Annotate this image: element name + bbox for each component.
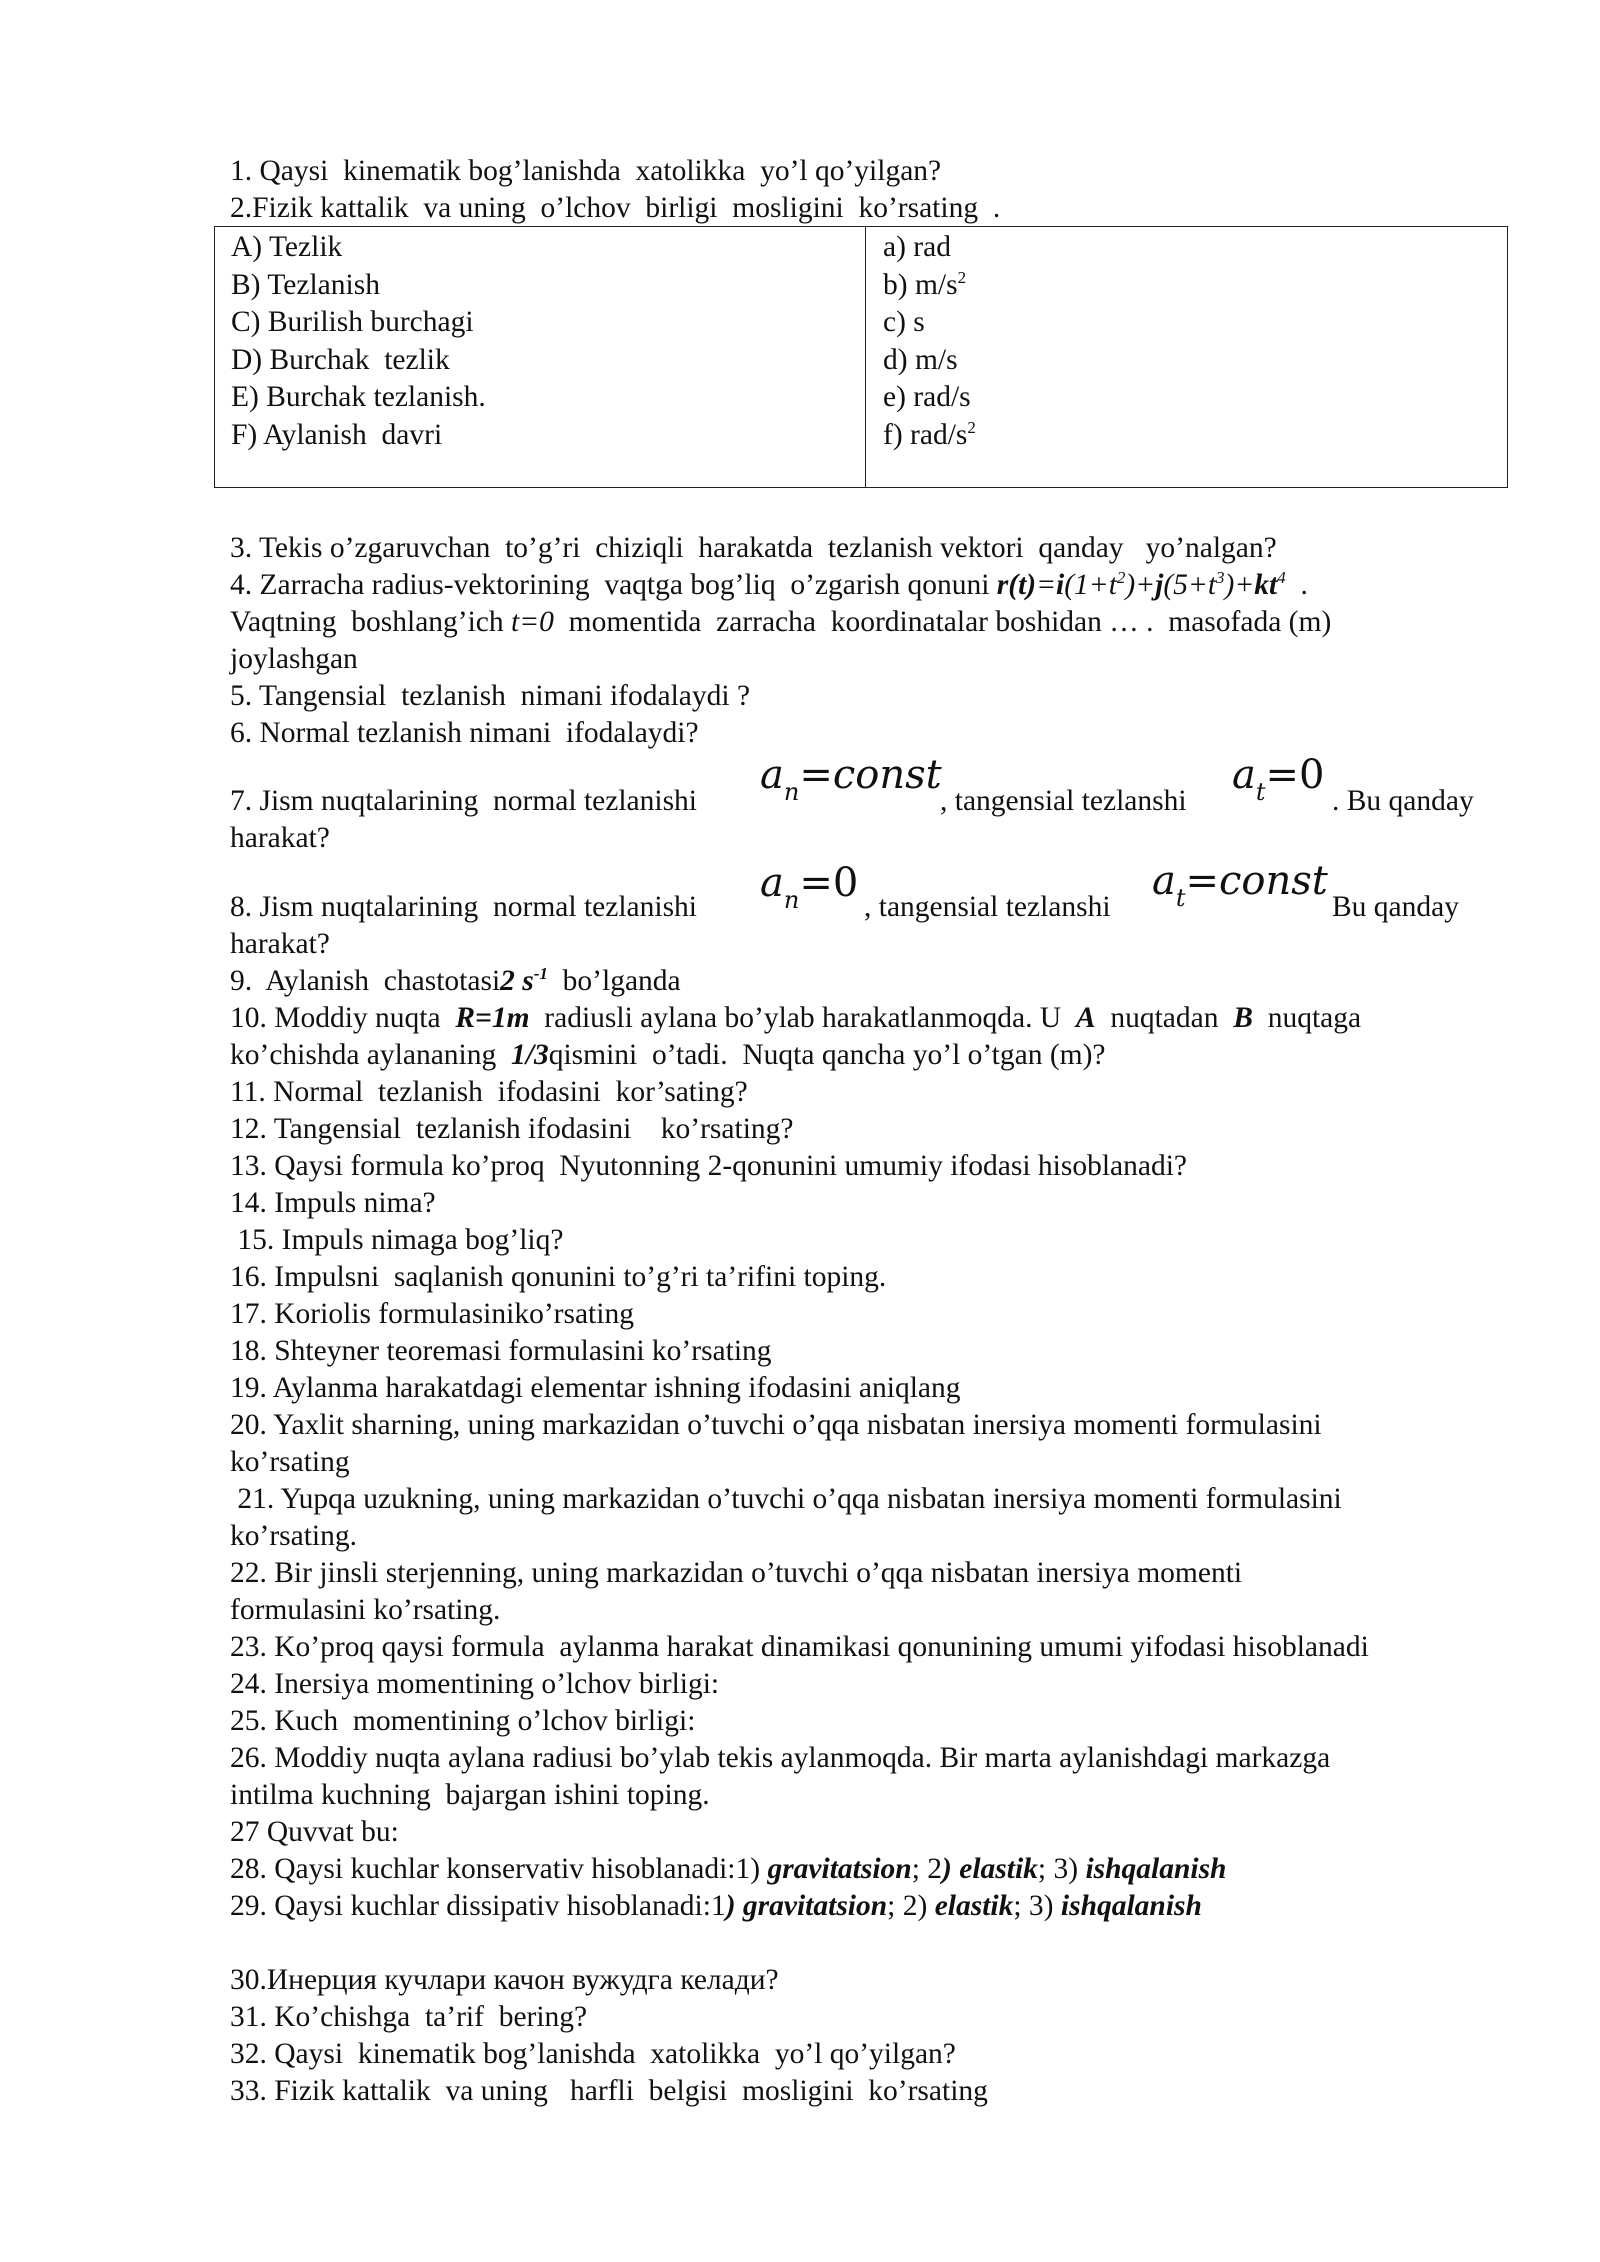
table-left-2: B) Tezlanish — [231, 268, 380, 301]
question-4-line-2: Vaqtning boshlang’ich t=0 momentida zarracha koordinatalar boshidan … . masofada (m) — [230, 606, 1332, 638]
question-10-line-2: ko’chishda aylananing 1/3qismini o’tadi. Nuqta qancha yo’l o’tgan (m)? — [230, 1039, 1106, 1071]
question-22-line-2: formulasini ko’rsating. — [230, 1594, 501, 1626]
table-right-2: b) $m/s^2$ — [883, 267, 967, 301]
table-left-1: A) Tezlik — [231, 231, 343, 263]
question-23: 23. Ko’proq qaysi formula aylanma harakat dinamikasi qonunining umumi yifodasi hisoblanadi — [230, 1631, 1369, 1663]
question-33: 33. Fizik kattalik va uning harfli belgisi mosligini ko’rsating — [230, 2075, 988, 2107]
question-9: 9. Aylanish chastotasi2 $s^{-1}$ bo’lganda — [230, 964, 681, 997]
table-divider — [865, 227, 866, 487]
question-27: 27 Quvvat bu: — [230, 1816, 399, 1848]
question-31: 31. Ko’chishga ta’rif bering? — [230, 2001, 588, 2033]
question-19: 19. Aylanma harakatdagi elementar ishning ifodasini aniqlang — [230, 1372, 961, 1404]
question-5: 5. Tangensial tezlanish nimani ifodalaydi ? — [230, 680, 751, 712]
formula-at-zero: $a_t=0$ — [1232, 752, 1325, 806]
question-26-line-1: 26. Moddiy nuqta aylana radiusi bo’ylab tekis aylanmoqda. Bir marta aylanishdagi markazga — [230, 1742, 1331, 1774]
question-7-line-1: 7. Jism nuqtalarining normal tezlanishi — [230, 785, 698, 817]
table-left-6: F) Aylanish davri — [231, 418, 443, 451]
question-8-mid: , tangensial tezlanshi — [864, 891, 1111, 923]
question-16: 16. Impulsni saqlanish qonunini to’g’ri ta’rifini toping. — [230, 1261, 887, 1293]
table-left-4: D) Burchak tezlik — [231, 343, 450, 376]
question-7-line-2: harakat? — [230, 822, 330, 854]
table-right-5: e) rad/s — [883, 381, 971, 413]
question-8-line-1: 8. Jism nuqtalarining normal tezlanishi — [230, 891, 698, 923]
table-left-5: E) Burchak tezlanish. — [231, 381, 486, 413]
question-13: 13. Qaysi formula ko’proq Nyutonning 2-qonunini umumiy ifodasi hisoblanadi? — [230, 1150, 1187, 1182]
formula-at-const: $a_t=const$ — [1152, 858, 1328, 912]
table-left-3: C) Burilish burchagi — [231, 306, 474, 338]
question-32: 32. Qaysi kinematik bog’lanishda xatolikka yo’l qo’yilgan? — [230, 2038, 956, 2070]
question-7-end: . Bu qanday — [1332, 785, 1474, 817]
question-24: 24. Inersiya momentining o’lchov birligi: — [230, 1668, 720, 1700]
formula-an-zero: $a_n=0$ — [760, 860, 859, 914]
question-6: 6. Normal tezlanish nimani ifodalaydi? — [230, 717, 699, 749]
question-3: 3. Tekis o’zgaruvchan to’g’ri chiziqli harakatda tezlanish vektori qanday yo’nalgan? — [230, 532, 1277, 564]
question-21-line-1: 21. Yupqa uzukning, uning markazidan o’tuvchi o’qqa nisbatan inersiya momenti formulasini — [230, 1483, 1342, 1515]
table-right-6: f) rad/$s^2$ — [883, 417, 976, 451]
question-12: 12. Tangensial tezlanish ifodasini ko’rsating? — [230, 1113, 794, 1145]
question-18: 18. Shteyner teoremasi formulasini ko’rsating — [230, 1335, 772, 1367]
question-8-end: Bu qanday — [1332, 891, 1459, 923]
question-25: 25. Kuch momentining o’lchov birligi: — [230, 1705, 696, 1737]
question-21-line-2: ko’rsating. — [230, 1520, 357, 1552]
question-4-line-1: 4. Zarracha radius-vektorining vaqtga bog’liq o’zgarish qonuni $r(t)=i(1+t^2)+j(5+t^3)+kt^4$ . — [230, 568, 1308, 601]
question-1: 1. Qaysi kinematik bog’lanishda xatolikka yo’l qo’yilgan? — [230, 155, 942, 187]
table-right-4: d) m/s — [883, 343, 958, 376]
question-30: 30.Инерция кучлари качон вужудга келади? — [230, 1964, 779, 1996]
question-29: 29. Qaysi kuchlar dissipativ hisoblanadi:1) gravitatsion; 2) elastik; 3) ishqalanish — [230, 1890, 1202, 1922]
question-15: 15. Impuls nimaga bog’liq? — [230, 1224, 564, 1256]
question-2: 2.Fizik kattalik va uning o’lchov birligi mosligini ko’rsating . — [230, 192, 1001, 224]
question-14: 14. Impuls nima? — [230, 1187, 436, 1219]
question-10-line-1: 10. Moddiy nuqta R=1m radiusli aylana bo’ylab harakatlanmoqda. U A nuqtadan B nuqtaga — [230, 1002, 1362, 1034]
question-26-line-2: intilma kuchning bajargan ishini toping. — [230, 1779, 710, 1811]
question-8-line-2: harakat? — [230, 928, 330, 960]
formula-an-const: $a_n=const$ — [760, 752, 942, 806]
question-20-line-1: 20. Yaxlit sharning, uning markazidan o’tuvchi o’qqa nisbatan inersiya momenti formulasini — [230, 1409, 1322, 1441]
question-17: 17. Koriolis formulasiniko’rsating — [230, 1298, 634, 1330]
table-right-1: a) rad — [883, 231, 951, 263]
question-7-mid: , tangensial tezlanshi — [940, 785, 1187, 817]
matching-table — [214, 226, 1508, 488]
question-4-line-3: joylashgan — [230, 643, 358, 675]
question-28: 28. Qaysi kuchlar konservativ hisoblanadi:1) gravitatsion; 2) elastik; 3) ishqalanish — [230, 1853, 1227, 1885]
question-11: 11. Normal tezlanish ifodasini kor’sating? — [230, 1076, 748, 1108]
question-22-line-1: 22. Bir jinsli sterjenning, uning markazidan o’tuvchi o’qqa nisbatan inersiya momenti — [230, 1557, 1243, 1589]
question-20-line-2: ko’rsating — [230, 1446, 350, 1478]
table-right-3: c) s — [883, 306, 925, 338]
